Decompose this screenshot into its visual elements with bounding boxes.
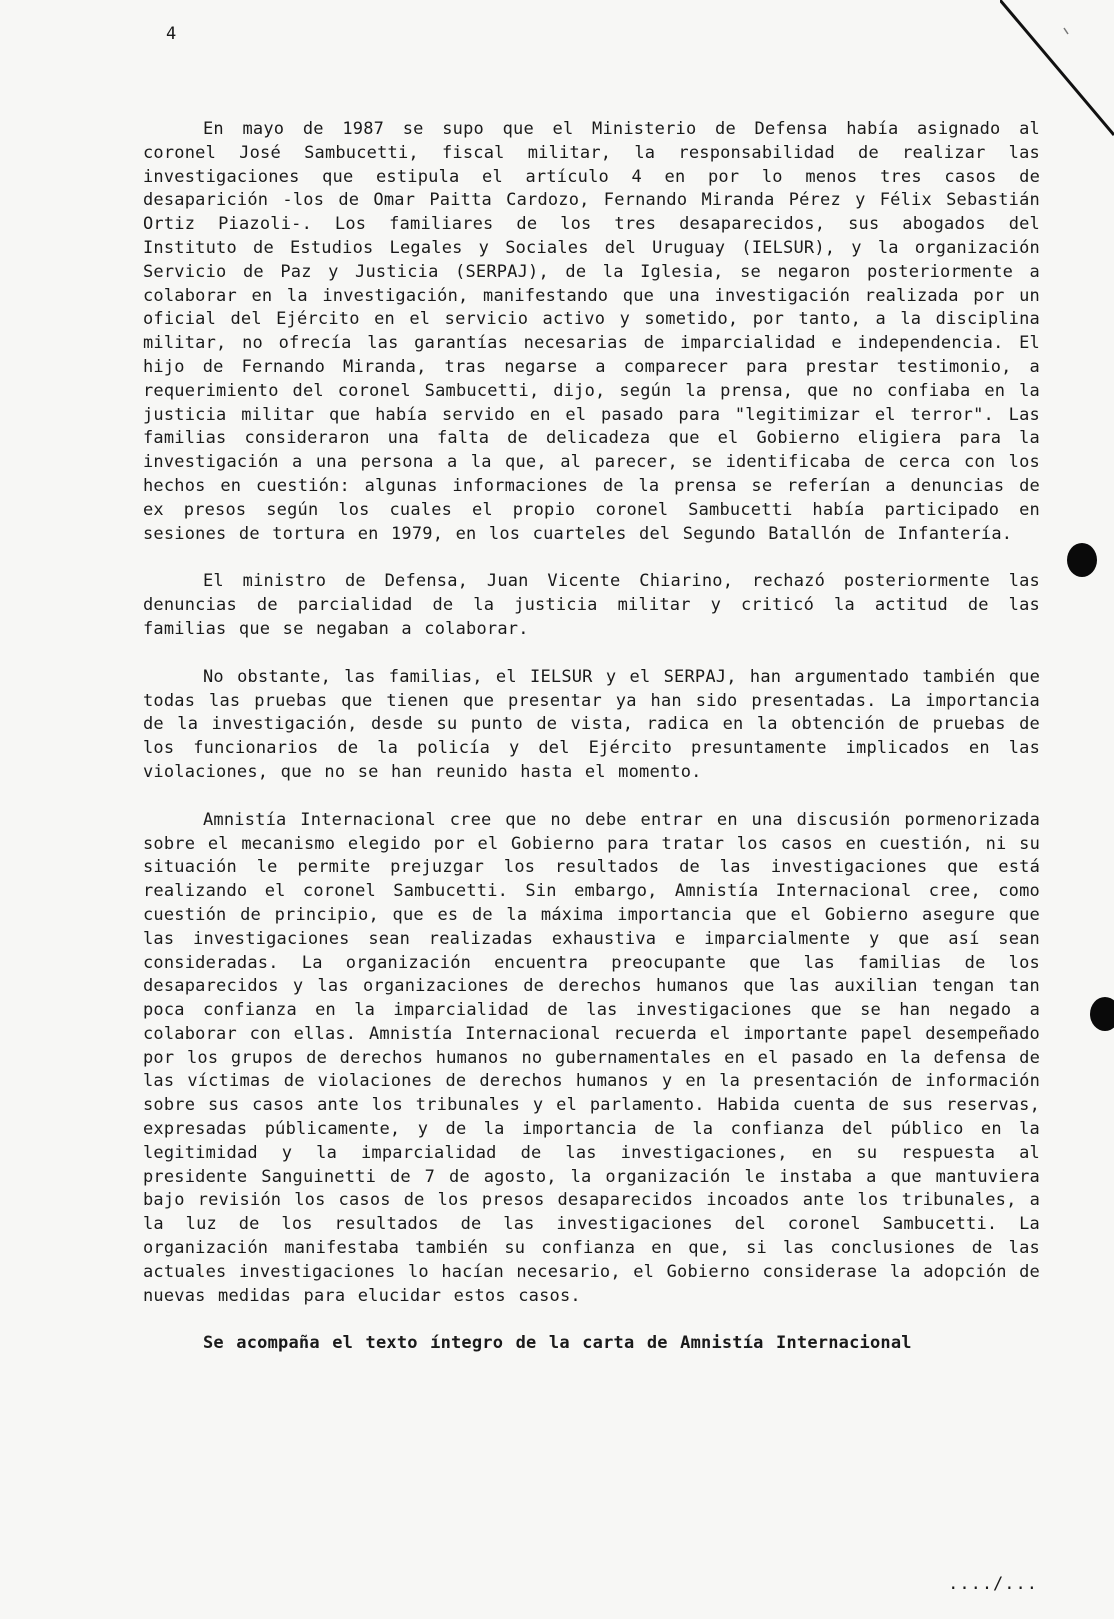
paragraph: Se acompaña el texto íntegro de la carta de Amnistía Internacional [203, 1333, 912, 1354]
page-number: 4 [166, 24, 177, 44]
continuation-mark: ..../... [948, 1574, 1038, 1594]
paragraph: Amnistía Internacional cree que no debe entrar en una discusión pormenorizada sobre el mecanismo elegido por el Gobierno para tratar los casos en cuestión, ni su situación le permite prejuzgar los resultados de las investigaciones que está realizando el coronel Sambucetti. Sin embargo, Amnistía Internacional cree, como cuestión de principio, que es de la máxima importancia que el Gobierno asegure que las investigaciones sean realizadas exhaustiva e imparcialmente y que así sean consideradas. La organización encuentra preocupante que las familias de los desaparecidos y las organizaciones de derechos humanos que las auxilian tengan tan poca confianza en la imparcialidad de las investigaciones que se han negado a colaborar con ellas. Amnistía Internacional recuerda el importante papel desempeñado por los grupos de derechos humanos no gubernamentales en el pasado en la defensa de las víctimas de violaciones de derechos humanos y en la presentación de información sobre sus casos ante los tribunales y el parlamento. Habida cuenta de sus reservas, expresadas públicamente, y de la importancia de la confianza del público en la legitimidad y la imparcialidad de las investigaciones, en su respuesta al presidente Sanguinetti de 7 de agosto, la organización le instaba a que mantuviera bajo revisión los casos de los presos desaparecidos incoados ante los tribunales, a la luz de los resultados de las investigaciones del coronel Sambucetti. La organización manifestaba también su confianza en que, si las conclusiones de las actuales investigaciones lo hacían necesario, el Gobierno considerase la adopción de nuevas medidas para elucidar estos casos. [143, 809, 1040, 1306]
paragraph: El ministro de Defensa, Juan Vicente Chiarino, rechazó posteriormente las denuncias de parcialidad de la justicia militar y criticó la actitud de las familias que se negaban a colaborar. [143, 571, 1040, 639]
paragraph: No obstante, las familias, el IELSUR y el SERPAJ, han argumentado también que todas las pruebas que tienen que presentar ya han sido presentadas. La importancia de la investigación, desde su punto de vista, radica en la obtención de pruebas de los funcionarios de la policía y del Ejército presuntamente implicados en las violaciones, que no se han reunido hasta el momento. [143, 666, 1040, 782]
body-text [143, 118, 1040, 1356]
paragraph: En mayo de 1987 se supo que el Ministerio de Defensa había asignado al coronel José Sambucetti, fiscal militar, la responsabilidad de realizar las investigaciones que estipula el artículo 4 en por lo menos tres casos de desaparición -los de Omar Paitta Cardozo, Fernando Miranda Pérez y Félix Sebastián Ortiz Piazoli-. Los familiares de los tres desaparecidos, sus abogados del Instituto de Estudios Legales y Sociales del Uruguay (IELSUR), y la organización Servicio de Paz y Justicia (SERPAJ), de la Iglesia, se negaron posteriormente a colaborar en la investigación, manifestando que una investigación realizada por un oficial del Ejército en el servicio activo y sometido, por tanto, a la disciplina militar, no ofrecía las garantías necesarias de imparcialidad e independencia. El hijo de Fernando Miranda, tras negarse a comparecer para prestar testimonio, a requerimiento del coronel Sambucetti, dijo, según la prensa, que no confiaba en la justicia militar que había servido en el pasado para "legitimizar el terror". Las familias consideraron una falta de delicadeza que el Gobierno eligiera para la investigación a una persona a la que, al parecer, se identificaba de cerca con los hechos en cuestión: algunas informaciones de la prensa se referían a denuncias de ex presos según los cuales el propio coronel Sambucetti había participado en sesiones de tortura en 1979, en los cuarteles del Segundo Batallón de Infantería. [143, 119, 1040, 544]
punch-hole [1067, 543, 1097, 577]
punch-hole [1090, 997, 1114, 1031]
